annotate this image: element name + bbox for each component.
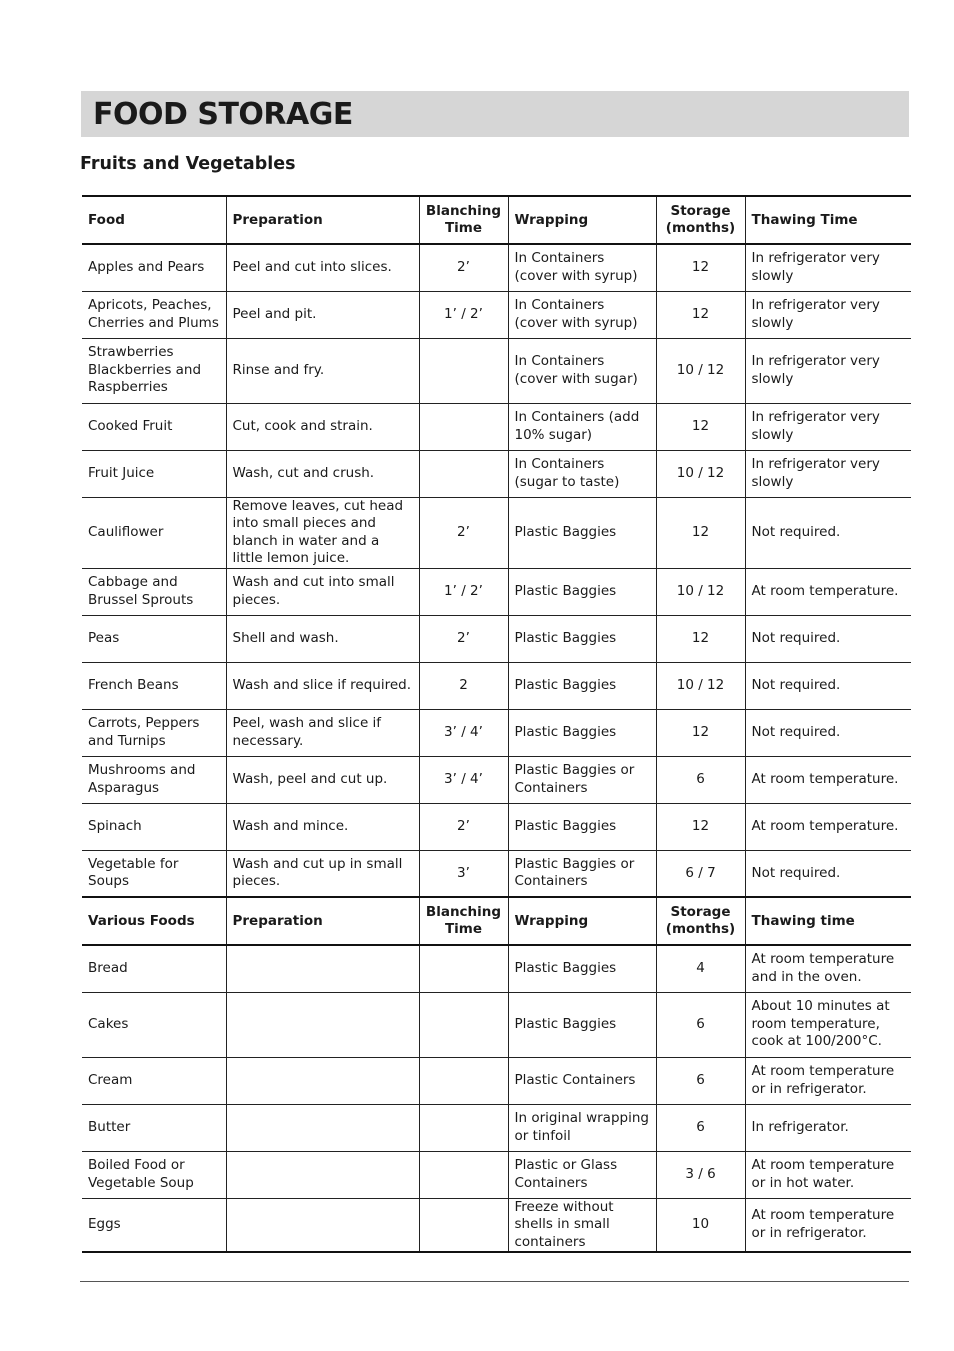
table-cell: 12	[656, 615, 745, 662]
table-cell: Plastic Containers	[508, 1057, 656, 1104]
table-cell	[419, 403, 508, 450]
table-row	[82, 850, 911, 897]
table-cell: Remove leaves, cut head into small pieces and blanch in water and a little lemon juice.	[226, 497, 419, 568]
fruits-column-header: Blanching Time	[419, 196, 508, 244]
table-cell: Plastic Baggies	[508, 803, 656, 850]
table-row	[82, 756, 911, 803]
table-cell: Apricots, Peaches, Cherries and Plums	[82, 291, 226, 338]
table-row	[82, 1057, 911, 1104]
table-cell: Strawberries Blackberries and Raspberries	[82, 338, 226, 403]
table-cell: At room temperature and in the oven.	[745, 945, 911, 992]
table-cell: Freeze without shells in small containers	[508, 1198, 656, 1252]
various-column-header: Preparation	[226, 897, 419, 945]
table-cell: 2’	[419, 497, 508, 568]
table-cell: In Containers (cover with sugar)	[508, 338, 656, 403]
table-cell: Peel and pit.	[226, 291, 419, 338]
table-cell	[226, 1057, 419, 1104]
table-cell	[419, 1104, 508, 1151]
table-row	[82, 497, 911, 568]
table-cell: Wash and mince.	[226, 803, 419, 850]
section-subtitle: Fruits and Vegetables	[80, 154, 296, 174]
table-cell: Cut, cook and strain.	[226, 403, 419, 450]
table-cell	[419, 992, 508, 1057]
table-cell: Wash and cut into small pieces.	[226, 568, 419, 615]
table-row	[82, 662, 911, 709]
table-cell: 4	[656, 945, 745, 992]
various-header-row	[82, 897, 911, 945]
table-cell: In refrigerator very slowly	[745, 403, 911, 450]
table-cell: Plastic Baggies	[508, 992, 656, 1057]
table-cell: In refrigerator very slowly	[745, 291, 911, 338]
table-cell: Not required.	[745, 662, 911, 709]
table-cell: Peel and cut into slices.	[226, 244, 419, 291]
table-cell: At room temperature or in refrigerator.	[745, 1057, 911, 1104]
table-cell: Rinse and fry.	[226, 338, 419, 403]
table-cell: In Containers (sugar to taste)	[508, 450, 656, 497]
table-cell: Vegetable for Soups	[82, 850, 226, 897]
table-cell: In refrigerator.	[745, 1104, 911, 1151]
table-row	[82, 709, 911, 756]
table-row	[82, 403, 911, 450]
table-cell: Wash and cut up in small pieces.	[226, 850, 419, 897]
table-cell: In Containers (add 10% sugar)	[508, 403, 656, 450]
table-cell: 1’ / 2’	[419, 291, 508, 338]
various-column-header: Wrapping	[508, 897, 656, 945]
table-cell: Eggs	[82, 1198, 226, 1252]
table-cell: Peel, wash and slice if necessary.	[226, 709, 419, 756]
table-cell: Cakes	[82, 992, 226, 1057]
table-cell: 12	[656, 403, 745, 450]
table-cell: 2	[419, 662, 508, 709]
table-cell: 3 / 6	[656, 1151, 745, 1198]
table-cell: 12	[656, 291, 745, 338]
fruits-column-header: Preparation	[226, 196, 419, 244]
table-cell: Butter	[82, 1104, 226, 1151]
table-cell: At room temperature.	[745, 756, 911, 803]
table-cell	[419, 450, 508, 497]
table-cell: Plastic Baggies	[508, 568, 656, 615]
table-cell: 3’ / 4’	[419, 756, 508, 803]
table-cell: Shell and wash.	[226, 615, 419, 662]
table-row	[82, 450, 911, 497]
table-cell: 6	[656, 992, 745, 1057]
table-cell: Apples and Pears	[82, 244, 226, 291]
table-cell: 3’ / 4’	[419, 709, 508, 756]
various-column-header: Storage (months)	[656, 897, 745, 945]
table-cell: Not required.	[745, 709, 911, 756]
food-storage-table-body	[82, 196, 911, 1252]
food-storage-table	[82, 195, 911, 1253]
various-column-header: Thawing time	[745, 897, 911, 945]
page-title: FOOD STORAGE	[93, 96, 353, 132]
table-cell: Wash, cut and crush.	[226, 450, 419, 497]
table-cell: 12	[656, 244, 745, 291]
table-row	[82, 291, 911, 338]
table-cell: Not required.	[745, 615, 911, 662]
table-cell: 10 / 12	[656, 568, 745, 615]
table-row	[82, 568, 911, 615]
table-row	[82, 1151, 911, 1198]
table-cell: Plastic Baggies	[508, 945, 656, 992]
table-cell	[226, 1104, 419, 1151]
table-cell: 10 / 12	[656, 662, 745, 709]
table-row	[82, 992, 911, 1057]
table-cell: Cabbage and Brussel Sprouts	[82, 568, 226, 615]
table-cell: Wash, peel and cut up.	[226, 756, 419, 803]
table-cell: At room temperature or in hot water.	[745, 1151, 911, 1198]
table-cell	[226, 1198, 419, 1252]
fruits-column-header: Wrapping	[508, 196, 656, 244]
table-cell	[226, 992, 419, 1057]
table-cell: 12	[656, 803, 745, 850]
table-cell: Peas	[82, 615, 226, 662]
table-cell: Carrots, Peppers and Turnips	[82, 709, 226, 756]
table-cell: In Containers (cover with syrup)	[508, 291, 656, 338]
table-cell: At room temperature.	[745, 803, 911, 850]
table-cell	[226, 1151, 419, 1198]
table-cell: Plastic Baggies	[508, 662, 656, 709]
table-cell: 12	[656, 497, 745, 568]
table-cell: Spinach	[82, 803, 226, 850]
table-row	[82, 244, 911, 291]
table-cell: Not required.	[745, 850, 911, 897]
table-cell: Cauliflower	[82, 497, 226, 568]
various-column-header: Blanching Time	[419, 897, 508, 945]
table-row	[82, 338, 911, 403]
table-cell: Boiled Food or Vegetable Soup	[82, 1151, 226, 1198]
table-cell: 10 / 12	[656, 450, 745, 497]
table-cell	[419, 1151, 508, 1198]
fruits-column-header: Food	[82, 196, 226, 244]
table-cell: Bread	[82, 945, 226, 992]
table-cell: Plastic Baggies	[508, 615, 656, 662]
table-cell: Plastic Baggies	[508, 497, 656, 568]
fruits-column-header: Storage (months)	[656, 196, 745, 244]
table-row	[82, 615, 911, 662]
table-cell: In refrigerator very slowly	[745, 450, 911, 497]
table-cell: 3’	[419, 850, 508, 897]
table-cell: Mushrooms and Asparagus	[82, 756, 226, 803]
table-cell: Not required.	[745, 497, 911, 568]
table-cell: In Containers (cover with syrup)	[508, 244, 656, 291]
table-cell: 6 / 7	[656, 850, 745, 897]
table-cell: At room temperature.	[745, 568, 911, 615]
table-cell: Plastic Baggies or Containers	[508, 756, 656, 803]
table-cell	[419, 1057, 508, 1104]
table-cell: In original wrapping or tinfoil	[508, 1104, 656, 1151]
table-cell: Plastic Baggies	[508, 709, 656, 756]
table-cell: 6	[656, 756, 745, 803]
table-cell: 6	[656, 1057, 745, 1104]
table-row	[82, 1104, 911, 1151]
table-cell: Wash and slice if required.	[226, 662, 419, 709]
table-cell	[419, 945, 508, 992]
table-cell: In refrigerator very slowly	[745, 244, 911, 291]
table-cell: 12	[656, 709, 745, 756]
table-cell: About 10 minutes at room temperature, cook at 100/200°C.	[745, 992, 911, 1057]
table-cell: Plastic or Glass Containers	[508, 1151, 656, 1198]
table-cell: 6	[656, 1104, 745, 1151]
table-cell: 10 / 12	[656, 338, 745, 403]
various-column-header: Various Foods	[82, 897, 226, 945]
table-cell: 2’	[419, 244, 508, 291]
page-title-bar	[81, 91, 909, 137]
table-cell: Fruit Juice	[82, 450, 226, 497]
table-cell: At room temperature or in refrigerator.	[745, 1198, 911, 1252]
table-cell: 10	[656, 1198, 745, 1252]
table-cell: Plastic Baggies or Containers	[508, 850, 656, 897]
fruits-header-row	[82, 196, 911, 244]
table-cell: Cooked Fruit	[82, 403, 226, 450]
table-cell	[419, 1198, 508, 1252]
table-row	[82, 803, 911, 850]
table-cell: French Beans	[82, 662, 226, 709]
table-cell: 2’	[419, 615, 508, 662]
footer-divider	[80, 1281, 909, 1282]
table-cell: 2’	[419, 803, 508, 850]
table-cell: 1’ / 2’	[419, 568, 508, 615]
table-cell	[226, 945, 419, 992]
table-row	[82, 1198, 911, 1252]
table-row	[82, 945, 911, 992]
table-cell: In refrigerator very slowly	[745, 338, 911, 403]
table-cell: Cream	[82, 1057, 226, 1104]
fruits-column-header: Thawing Time	[745, 196, 911, 244]
table-cell	[419, 338, 508, 403]
